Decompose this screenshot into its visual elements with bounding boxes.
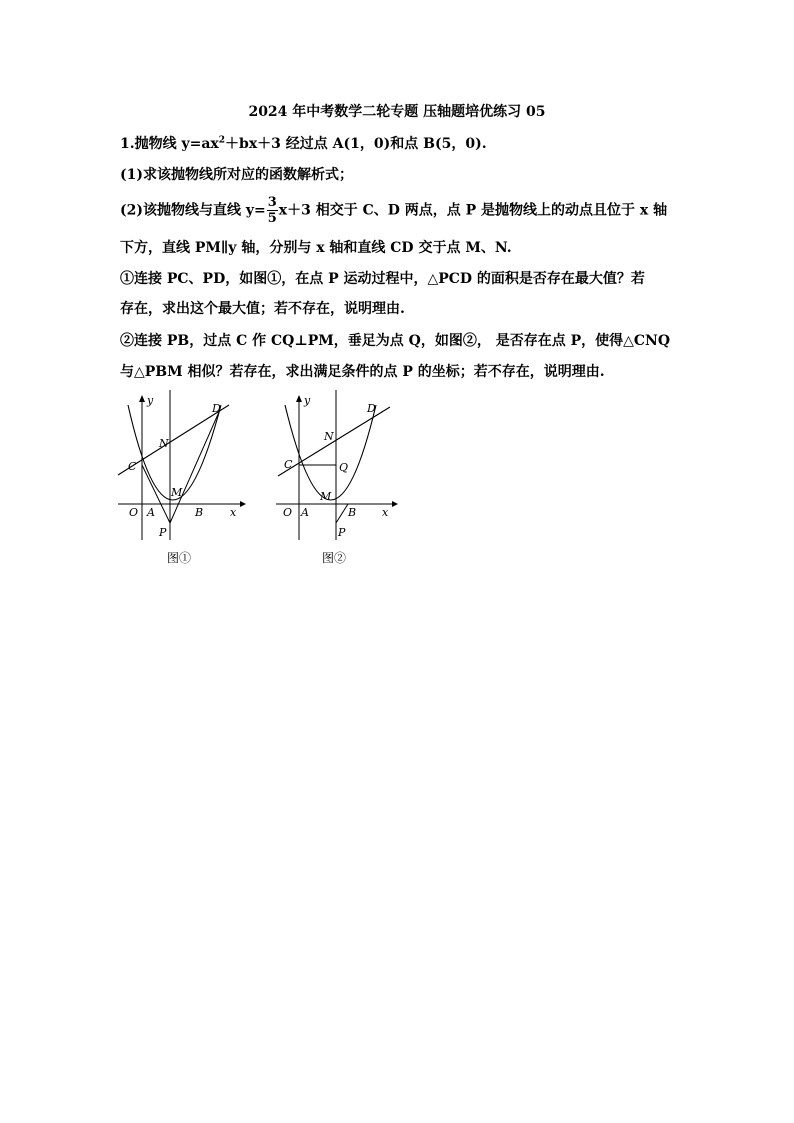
fraction-numerator: 3 <box>267 195 277 210</box>
y-axis-arrow <box>296 395 302 402</box>
label-o: O <box>283 506 293 519</box>
label-y: y <box>304 394 311 407</box>
label-o: O <box>129 506 139 519</box>
part-2-line-1 <box>120 195 667 226</box>
segment-pb <box>336 504 348 523</box>
p2-text-pre: (2)该抛物线与直线 y= <box>120 202 266 219</box>
figure-1-caption: 图① <box>167 551 192 565</box>
sub-2-line-2: 与△PBM 相似？若存在，求出满足条件的点 P 的坐标；若不存在，说明理由. <box>120 364 605 380</box>
label-b: B <box>348 506 357 519</box>
label-p: P <box>159 526 167 539</box>
label-n: N <box>324 430 334 443</box>
label-y: y <box>147 394 154 407</box>
y-axis-arrow <box>139 395 145 402</box>
q1-text-post: ＋bx＋3 经过点 A(1，0)和点 B(5，0). <box>225 136 487 152</box>
label-m: M <box>320 490 332 503</box>
label-x: x <box>382 506 389 519</box>
figure-2-caption: 图② <box>322 551 347 565</box>
sub-1-line-1: ①连接 PC、PD，如图①，在点 P 运动过程中，△PCD 的面积是否存在最大值？若 <box>120 271 645 287</box>
figure-2 <box>270 390 410 545</box>
sub-1-line-2: 存在，求出这个最大值；若不存在，说明理由. <box>120 301 405 317</box>
fraction-denominator: 5 <box>267 211 277 226</box>
label-d: D <box>367 402 376 415</box>
label-m: M <box>171 486 183 499</box>
label-a: A <box>301 506 309 519</box>
sub-2-line-1: ②连接 PB，过点 C 作 CQ⊥PM，垂足为点 Q，如图②， 是否存在点 P，使得△CNQ <box>120 333 671 349</box>
label-c: C <box>128 460 137 473</box>
p2-text-post: x＋3 相交于 C、D 两点，点 P 是抛物线上的动点且位于 x 轴 <box>278 202 668 219</box>
x-axis-arrow <box>392 501 398 507</box>
figure-1 <box>112 390 252 545</box>
label-p: P <box>338 526 346 539</box>
label-b: B <box>195 506 204 519</box>
question-1-stem <box>120 133 487 153</box>
label-c: C <box>284 458 293 471</box>
x-axis-arrow <box>240 501 246 507</box>
part-1: (1)求该抛物线所对应的函数解析式； <box>120 167 353 183</box>
label-x: x <box>230 506 237 519</box>
label-n: N <box>159 437 169 450</box>
label-a: A <box>147 506 155 519</box>
q1-text-pre: 1.抛物线 y=ax <box>120 136 219 152</box>
label-q: Q <box>339 461 349 474</box>
q1-exponent: 2 <box>218 135 226 146</box>
part-2-line-2: 下方，直线 PM∥y 轴，分别与 x 轴和直线 CD 交于点 M、N. <box>120 240 512 256</box>
page-title: 2024 年中考数学二轮专题 压轴题培优练习 05 <box>248 104 546 120</box>
label-d: D <box>212 402 221 415</box>
fraction <box>267 195 278 226</box>
